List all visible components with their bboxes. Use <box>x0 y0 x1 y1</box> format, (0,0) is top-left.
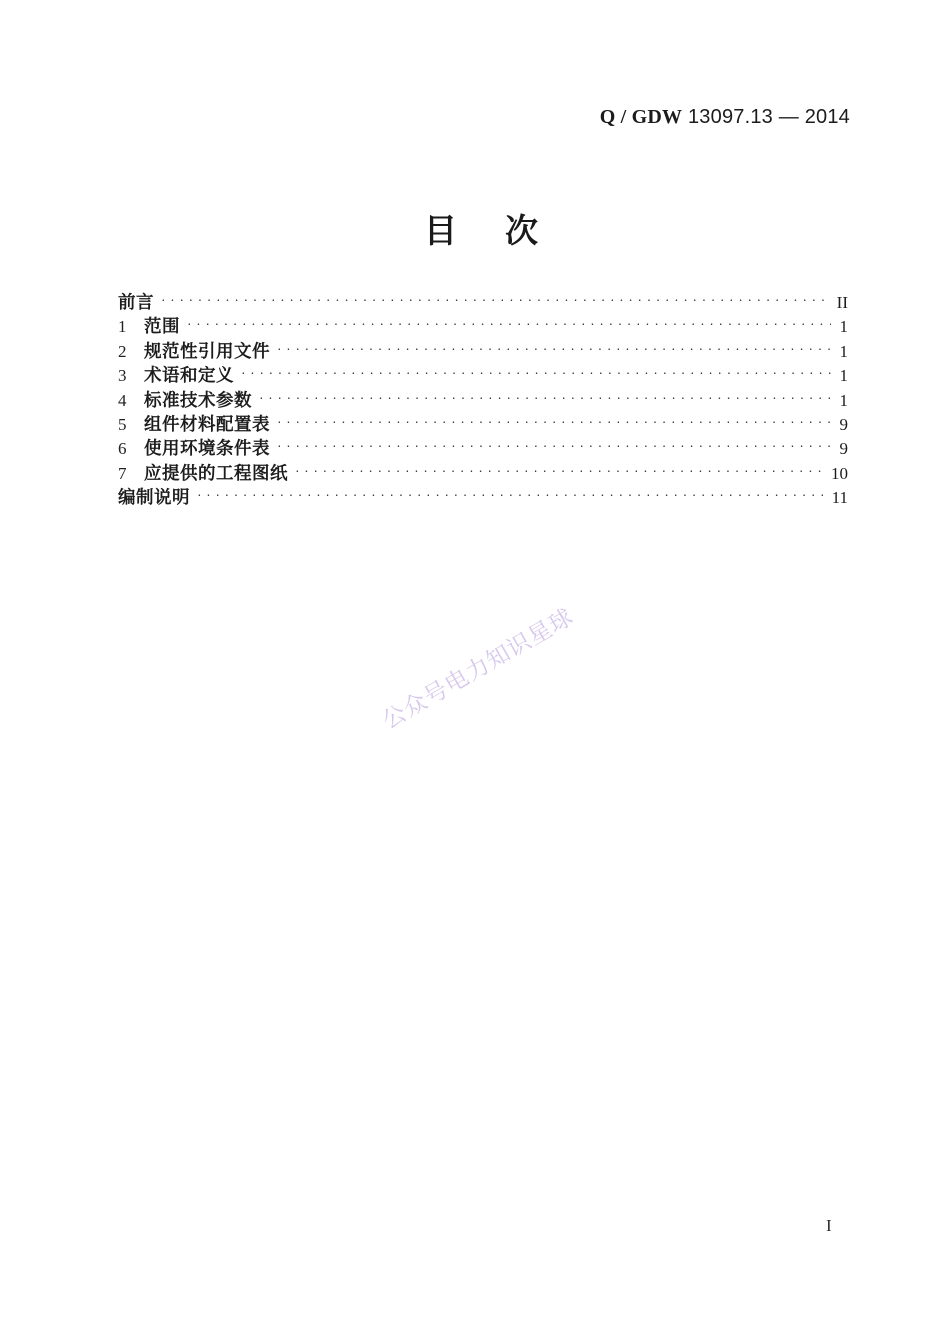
toc-entry-label: 术语和定义 <box>144 365 234 386</box>
toc-entry-page: 9 <box>839 439 848 459</box>
toc-entry-label: 标准技术参数 <box>144 389 252 410</box>
standard-code-number: 13097.13 — 2014 <box>687 106 850 128</box>
toc-entry-page: 10 <box>831 463 848 483</box>
page-title: 目次 <box>424 212 586 249</box>
standard-code-header <box>600 106 850 129</box>
toc-entry <box>118 386 848 410</box>
dot-leader <box>187 312 831 332</box>
toc-entry-page: 1 <box>839 317 848 337</box>
footer-page-number: I <box>826 1216 832 1235</box>
dot-leader <box>241 361 831 381</box>
toc-entry <box>118 410 848 434</box>
toc-entry-page: 9 <box>839 414 848 434</box>
toc-entry-label: 使用环境条件表 <box>144 438 270 459</box>
dot-leader <box>161 288 831 308</box>
toc-entry <box>118 312 848 336</box>
toc-entry-page: 1 <box>839 366 848 386</box>
toc-entry <box>118 288 848 312</box>
toc-entry-label: 应提供的工程图纸 <box>144 462 288 483</box>
toc-entry-page: 1 <box>839 341 848 361</box>
dot-leader <box>277 337 831 357</box>
toc-entry-number: 6 <box>118 439 127 459</box>
toc-entry <box>118 337 848 361</box>
watermark: 公众号电力知识星球 <box>377 603 578 734</box>
standard-code-prefix: Q / GDW <box>599 106 683 128</box>
toc-entry <box>118 459 848 483</box>
toc-entry-number: 1 <box>118 317 127 337</box>
toc-entry-label: 前言 <box>118 292 154 312</box>
toc-entry-page: 11 <box>831 488 848 508</box>
toc-entry-page: II <box>836 293 848 312</box>
toc-entry-number: 4 <box>118 390 127 410</box>
toc-entry-page: 1 <box>839 390 848 410</box>
toc-entry-number: 7 <box>118 463 127 483</box>
dot-leader <box>197 483 827 503</box>
toc-entry-number: 3 <box>118 366 127 386</box>
toc-entry <box>118 361 848 385</box>
dot-leader <box>277 434 831 454</box>
toc-entry-label: 范围 <box>144 316 180 337</box>
toc-entry-number: 2 <box>118 341 127 361</box>
toc-entry <box>118 483 848 507</box>
toc-list <box>118 288 848 508</box>
dot-leader <box>277 410 831 430</box>
toc-entry-label: 组件材料配置表 <box>144 413 270 434</box>
dot-leader <box>259 386 831 406</box>
dot-leader <box>295 459 826 479</box>
toc-entry-label: 规范性引用文件 <box>144 340 270 361</box>
toc-entry-number: 5 <box>118 414 127 434</box>
toc-entry <box>118 434 848 458</box>
toc-entry-label: 编制说明 <box>118 487 190 508</box>
